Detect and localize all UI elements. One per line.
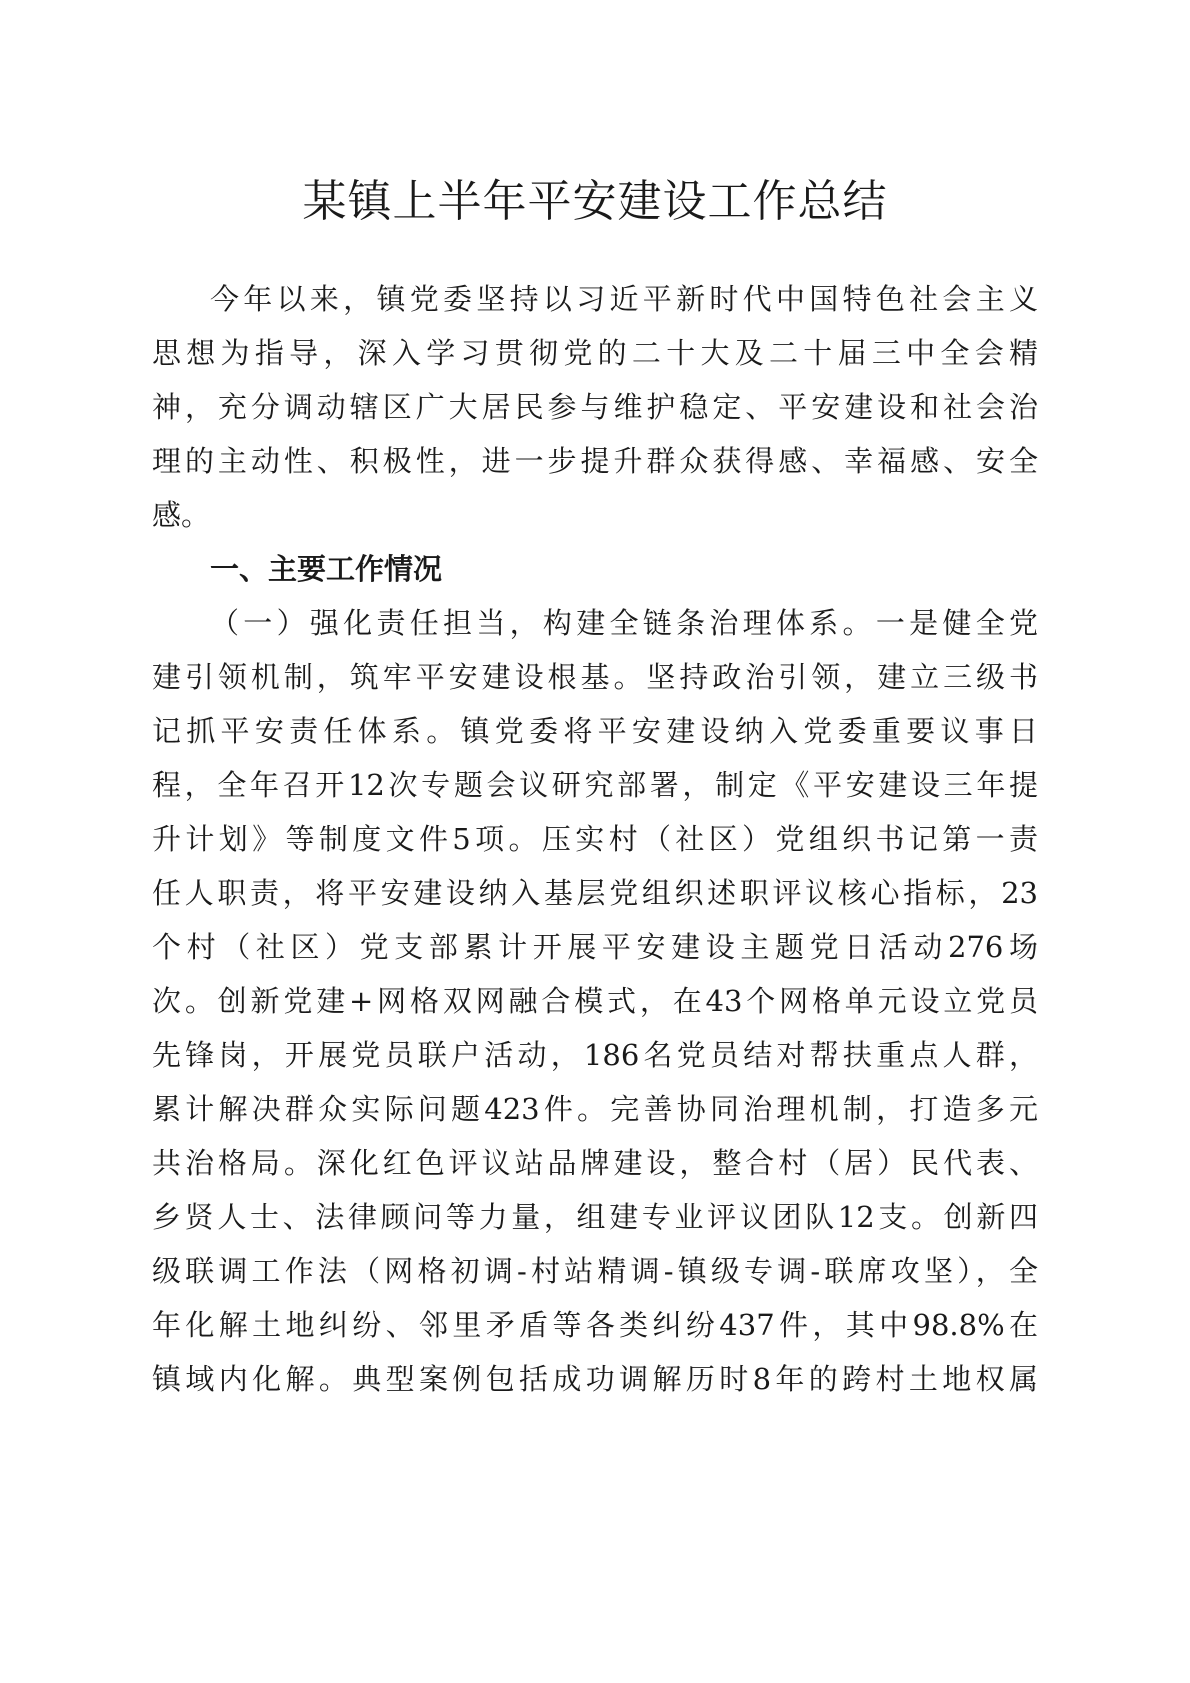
document-title: 某镇上半年平安建设工作总结 bbox=[302, 176, 888, 227]
body-line-4: 程，全年召开12次专题会议研究部署，制定《平安建设三年提 bbox=[152, 768, 1038, 802]
body-line-2: 建引领机制，筑牢平安建设根基。坚持政治引领，建立三级书 bbox=[152, 660, 1038, 694]
body-line-5: 升计划》等制度文件5项。压实村（社区）党组织书记第一责 bbox=[152, 822, 1038, 856]
body-line-15: 镇域内化解。典型案例包括成功调解历时8年的跨村土地权属 bbox=[152, 1362, 1038, 1396]
body-line-9: 先锋岗，开展党员联户活动，186名党员结对帮扶重点人群， bbox=[152, 1038, 1038, 1072]
body-line-10: 累计解决群众实际问题423件。完善协同治理机制，打造多元 bbox=[152, 1092, 1038, 1126]
body-line-6: 任人职责，将平安建设纳入基层党组织述职评议核心指标，23 bbox=[152, 876, 1038, 910]
intro-line-3: 神，充分调动辖区广大居民参与维护稳定、平安建设和社会治 bbox=[152, 390, 1038, 424]
body-line-11: 共治格局。深化红色评议站品牌建设，整合村（居）民代表、 bbox=[152, 1146, 1038, 1180]
intro-line-2: 思想为指导，深入学习贯彻党的二十大及二十届三中全会精 bbox=[152, 336, 1038, 370]
body-line-1: （一）强化责任担当，构建全链条治理体系。一是健全党 bbox=[210, 606, 1038, 640]
body-line-8: 次。创新党建+网格双网融合模式，在43个网格单元设立党员 bbox=[152, 984, 1038, 1018]
body-line-3: 记抓平安责任体系。镇党委将平安建设纳入党委重要议事日 bbox=[152, 714, 1038, 748]
body-line-7: 个村（社区）党支部累计开展平安建设主题党日活动276场 bbox=[152, 930, 1038, 964]
intro-line-1: 今年以来，镇党委坚持以习近平新时代中国特色社会主义 bbox=[210, 282, 1038, 316]
section-heading: 一、主要工作情况 bbox=[210, 552, 443, 586]
body-line-14: 年化解土地纠纷、邻里矛盾等各类纠纷437件，其中98.8%在 bbox=[152, 1308, 1038, 1342]
body-line-13: 级联调工作法（网格初调-村站精调-镇级专调-联席攻坚），全 bbox=[152, 1254, 1038, 1288]
intro-line-5: 感。 bbox=[152, 498, 211, 532]
body-line-12: 乡贤人士、法律顾问等力量，组建专业评议团队12支。创新四 bbox=[152, 1200, 1038, 1234]
intro-line-4: 理的主动性、积极性，进一步提升群众获得感、幸福感、安全 bbox=[152, 444, 1038, 478]
